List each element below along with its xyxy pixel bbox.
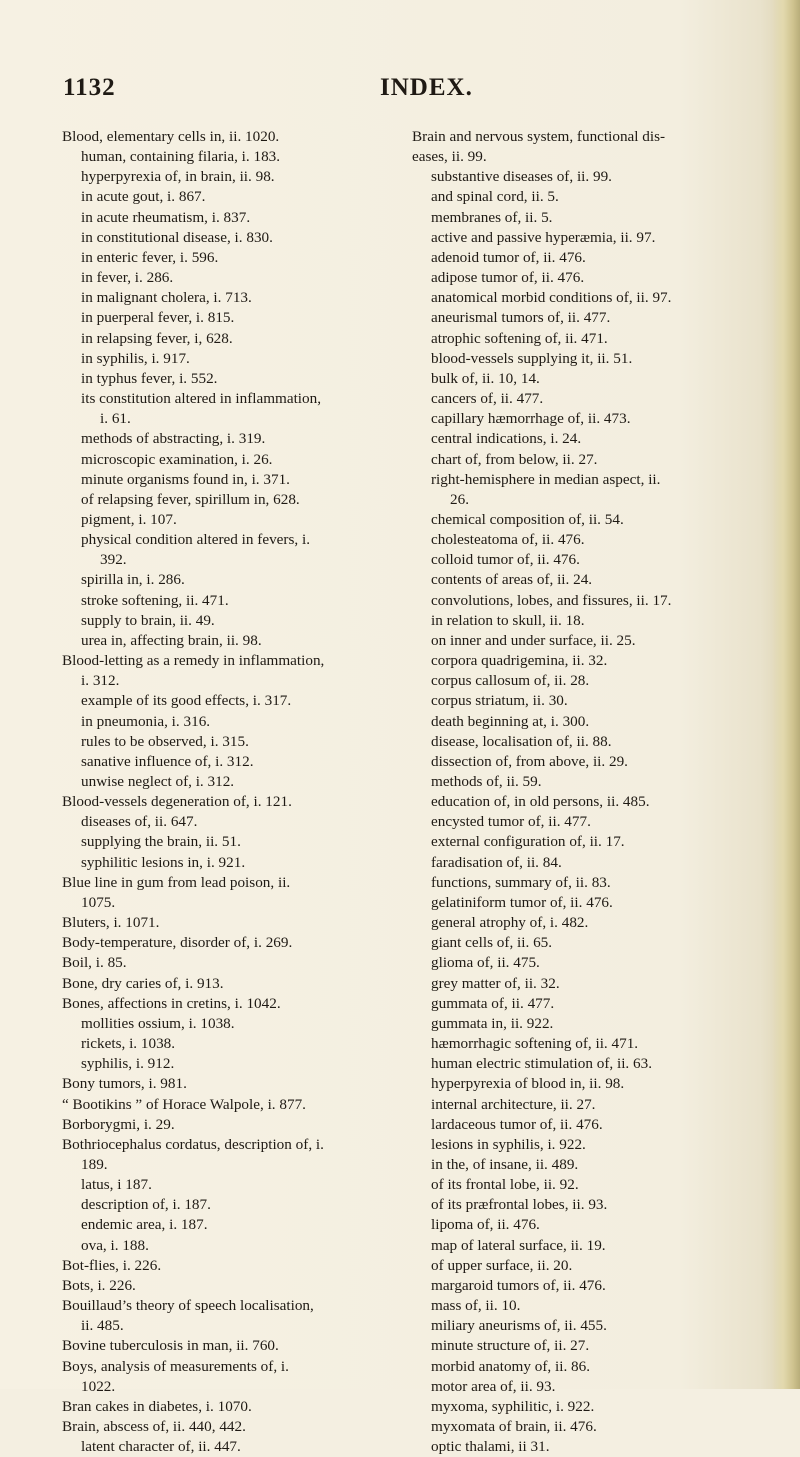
index-subentry: supply to brain, ii. 49.	[81, 611, 215, 629]
index-subentry: central indications, i. 24.	[431, 430, 582, 448]
index-subentry: mass of, ii. 10.	[431, 1297, 521, 1315]
index-subentry: myxoma, syphilitic, i. 922.	[431, 1397, 595, 1415]
index-subentry: active and passive hyperæmia, ii. 97.	[431, 228, 656, 246]
index-subentry: corpus callosum of, ii. 28.	[431, 672, 590, 690]
index-subentry: capillary hæmorrhage of, ii. 473.	[431, 410, 631, 428]
index-subentry: lipoma of, ii. 476.	[431, 1216, 540, 1234]
index-subentry: colloid tumor of, ii. 476.	[431, 551, 580, 569]
index-subentry: right-hemisphere in median aspect, ii.	[431, 470, 661, 488]
index-subentry: death beginning at, i. 300.	[431, 712, 590, 730]
index-subentry: in the, of insane, ii. 489.	[431, 1155, 579, 1173]
index-entry: Bothriocephalus cordatus, description of, i.	[62, 1135, 324, 1153]
index-subentry: in malignant cholera, i. 713.	[81, 289, 252, 307]
index-subentry: blood-vessels supplying it, ii. 51.	[431, 349, 633, 367]
index-subentry: atrophic softening of, ii. 471.	[431, 329, 608, 347]
index-subentry: microscopic examination, i. 26.	[81, 450, 273, 468]
index-subentry: human, containing filaria, i. 183.	[81, 148, 281, 166]
page-number: 1132	[63, 74, 116, 101]
index-subentry: lesions in syphilis, i. 922.	[431, 1135, 586, 1153]
index-subentry: spirilla in, i. 286.	[81, 571, 185, 589]
index-subentry: of its frontal lobe, ii. 92.	[431, 1176, 579, 1194]
index-subentry: i. 61.	[100, 410, 131, 428]
index-subentry: morbid anatomy of, ii. 86.	[431, 1357, 591, 1375]
index-subentry: convolutions, lobes, and fissures, ii. 17.	[431, 591, 672, 609]
index-subentry: chemical composition of, ii. 54.	[431, 510, 624, 528]
index-subentry: grey matter of, ii. 32.	[431, 974, 560, 992]
index-subentry: in enteric fever, i. 596.	[81, 248, 219, 266]
index-subentry: urea in, affecting brain, ii. 98.	[81, 631, 262, 649]
index-entry: Blood, elementary cells in, ii. 1020.	[62, 128, 280, 145]
index-entry: Bot-flies, i. 226.	[62, 1256, 162, 1274]
index-subentry: gummata of, ii. 477.	[431, 994, 555, 1012]
index-entry: Brain and nervous system, functional dis-	[412, 128, 666, 145]
index-subentry: 1075.	[81, 893, 116, 911]
index-subentry: corpus striatum, ii. 30.	[431, 692, 568, 710]
index-entry: “ Bootikins ” of Horace Walpole, i. 877.	[62, 1095, 306, 1113]
index-subentry: bulk of, ii. 10, 14.	[431, 369, 540, 387]
index-subentry: contents of areas of, ii. 24.	[431, 571, 593, 589]
index-subentry: internal architecture, ii. 27.	[431, 1095, 596, 1113]
index-column-right	[412, 127, 754, 1457]
index-subentry: in typhus fever, i. 552.	[81, 369, 218, 387]
index-entry: Blood-vessels degeneration of, i. 121.	[62, 793, 292, 811]
index-subentry: glioma of, ii. 475.	[431, 954, 540, 972]
index-subentry: i. 312.	[81, 672, 120, 690]
index-subentry: minute organisms found in, i. 371.	[81, 470, 290, 488]
index-subentry: ii. 485.	[81, 1317, 124, 1335]
index-subentry: hyperpyrexia of, in brain, ii. 98.	[81, 168, 275, 186]
index-subentry: of its præfrontal lobes, ii. 93.	[431, 1196, 608, 1214]
index-subentry: in puerperal fever, i. 815.	[81, 309, 235, 327]
index-entry: Bone, dry caries of, i. 913.	[62, 974, 224, 992]
index-subentry: ova, i. 188.	[81, 1236, 149, 1254]
index-subentry: in constitutional disease, i. 830.	[81, 228, 273, 246]
index-subentry: dissection of, from above, ii. 29.	[431, 752, 628, 770]
index-subentry: methods of, ii. 59.	[431, 773, 542, 790]
index-subentry: stroke softening, ii. 471.	[81, 591, 229, 609]
index-subentry: encysted tumor of, ii. 477.	[431, 813, 591, 831]
index-subentry: methods of abstracting, i. 319.	[81, 430, 266, 448]
index-subentry: in fever, i. 286.	[81, 269, 174, 287]
index-subentry: in acute rheumatism, i. 837.	[81, 208, 251, 226]
index-subentry: gelatiniform tumor of, ii. 476.	[431, 893, 613, 911]
index-subentry: diseases of, ii. 647.	[81, 813, 198, 831]
index-subentry: on inner and under surface, ii. 25.	[431, 631, 636, 649]
page-header	[0, 74, 800, 114]
index-subentry: latent character of, ii. 447.	[81, 1438, 241, 1456]
index-subentry: adenoid tumor of, ii. 476.	[431, 248, 586, 266]
index-subentry: syphilitic lesions in, i. 921.	[81, 853, 246, 871]
index-entry: Boil, i. 85.	[62, 954, 127, 972]
index-subentry: rules to be observed, i. 315.	[81, 732, 249, 750]
index-entry: Bouillaud’s theory of speech localisation,	[62, 1297, 314, 1315]
index-subentry: margaroid tumors of, ii. 476.	[431, 1276, 606, 1294]
index-entry: Bones, affections in cretins, i. 1042.	[62, 994, 281, 1012]
index-subentry: in pneumonia, i. 316.	[81, 712, 211, 730]
index-subentry: cholesteatoma of, ii. 476.	[431, 531, 585, 549]
index-subentry: optic thalami, ii 31.	[431, 1438, 550, 1456]
index-subentry: faradisation of, ii. 84.	[431, 853, 562, 871]
index-entry: Boys, analysis of measurements of, i.	[62, 1357, 289, 1375]
index-subentry: supplying the brain, ii. 51.	[81, 833, 241, 851]
index-entry: Body-temperature, disorder of, i. 269.	[62, 934, 293, 952]
index-subentry: lardaceous tumor of, ii. 476.	[431, 1115, 603, 1133]
index-column-left	[62, 127, 394, 1457]
index-subentry: gummata in, ii. 922.	[431, 1014, 554, 1032]
index-subentry: functions, summary of, ii. 83.	[431, 873, 611, 891]
index-subentry: 392.	[100, 551, 127, 569]
index-subentry: example of its good effects, i. 317.	[81, 692, 292, 710]
index-subentry: 26.	[450, 490, 469, 508]
index-entry: Blue line in gum from lead poison, ii.	[62, 873, 291, 891]
index-subentry: myxomata of brain, ii. 476.	[431, 1418, 597, 1435]
running-title: INDEX.	[380, 74, 473, 101]
index-subentry: cancers of, ii. 477.	[431, 390, 544, 408]
index-subentry: general atrophy of, i. 482.	[431, 914, 589, 932]
index-subentry: endemic area, i. 187.	[81, 1216, 208, 1234]
index-entry: Bots, i. 226.	[62, 1276, 136, 1294]
index-subentry: in syphilis, i. 917.	[81, 349, 190, 367]
index-entry: eases, ii. 99.	[412, 148, 487, 166]
index-entry: Bovine tuberculosis in man, ii. 760.	[62, 1337, 279, 1355]
index-subentry: syphilis, i. 912.	[81, 1055, 175, 1073]
index-subentry: 1022.	[81, 1377, 116, 1395]
index-subentry: mollities ossium, i. 1038.	[81, 1014, 235, 1032]
index-entry: Bluters, i. 1071.	[62, 914, 160, 932]
index-subentry: and spinal cord, ii. 5.	[431, 188, 559, 206]
index-subentry: chart of, from below, ii. 27.	[431, 450, 598, 468]
index-subentry: education of, in old persons, ii. 485.	[431, 793, 650, 811]
index-subentry: substantive diseases of, ii. 99.	[431, 168, 612, 186]
index-subentry: in relapsing fever, i, 628.	[81, 329, 233, 347]
index-subentry: miliary aneurisms of, ii. 455.	[431, 1317, 607, 1335]
index-subentry: sanative influence of, i. 312.	[81, 752, 254, 770]
index-subentry: physical condition altered in fevers, i.	[81, 531, 311, 549]
index-subentry: corpora quadrigemina, ii. 32.	[431, 652, 608, 670]
index-entry: Borborygmi, i. 29.	[62, 1115, 175, 1133]
index-subentry: hæmorrhagic softening of, ii. 471.	[431, 1035, 639, 1053]
index-subentry: adipose tumor of, ii. 476.	[431, 269, 585, 287]
index-subentry: map of lateral surface, ii. 19.	[431, 1236, 606, 1254]
index-subentry: description of, i. 187.	[81, 1196, 211, 1214]
page-edge	[772, 0, 800, 1389]
index-subentry: minute structure of, ii. 27.	[431, 1337, 590, 1355]
index-subentry: 189.	[81, 1155, 108, 1173]
index-subentry: in relation to skull, ii. 18.	[431, 611, 585, 629]
index-subentry: its constitution altered in inflammation,	[81, 390, 322, 408]
index-subentry: anatomical morbid conditions of, ii. 97.	[431, 289, 672, 307]
index-subentry: human electric stimulation of, ii. 63.	[431, 1055, 653, 1073]
index-subentry: in acute gout, i. 867.	[81, 188, 206, 206]
index-entry: Bran cakes in diabetes, i. 1070.	[62, 1397, 252, 1415]
index-entry: Bony tumors, i. 981.	[62, 1075, 187, 1093]
index-subentry: latus, i 187.	[81, 1176, 152, 1194]
index-subentry: unwise neglect of, i. 312.	[81, 773, 235, 790]
index-subentry: giant cells of, ii. 65.	[431, 934, 553, 952]
index-subentry: membranes of, ii. 5.	[431, 208, 553, 226]
index-subentry: of upper surface, ii. 20.	[431, 1256, 573, 1274]
index-entry: Blood-letting as a remedy in inflammation,	[62, 652, 325, 670]
index-subentry: hyperpyrexia of blood in, ii. 98.	[431, 1075, 625, 1093]
index-subentry: motor area of, ii. 93.	[431, 1377, 556, 1395]
index-subentry: disease, localisation of, ii. 88.	[431, 732, 612, 750]
index-subentry: external configuration of, ii. 17.	[431, 833, 625, 851]
index-subentry: of relapsing fever, spirillum in, 628.	[81, 490, 300, 508]
index-subentry: pigment, i. 107.	[81, 510, 177, 528]
index-subentry: rickets, i. 1038.	[81, 1035, 176, 1053]
index-entry: Brain, abscess of, ii. 440, 442.	[62, 1418, 246, 1435]
index-subentry: aneurismal tumors of, ii. 477.	[431, 309, 611, 327]
